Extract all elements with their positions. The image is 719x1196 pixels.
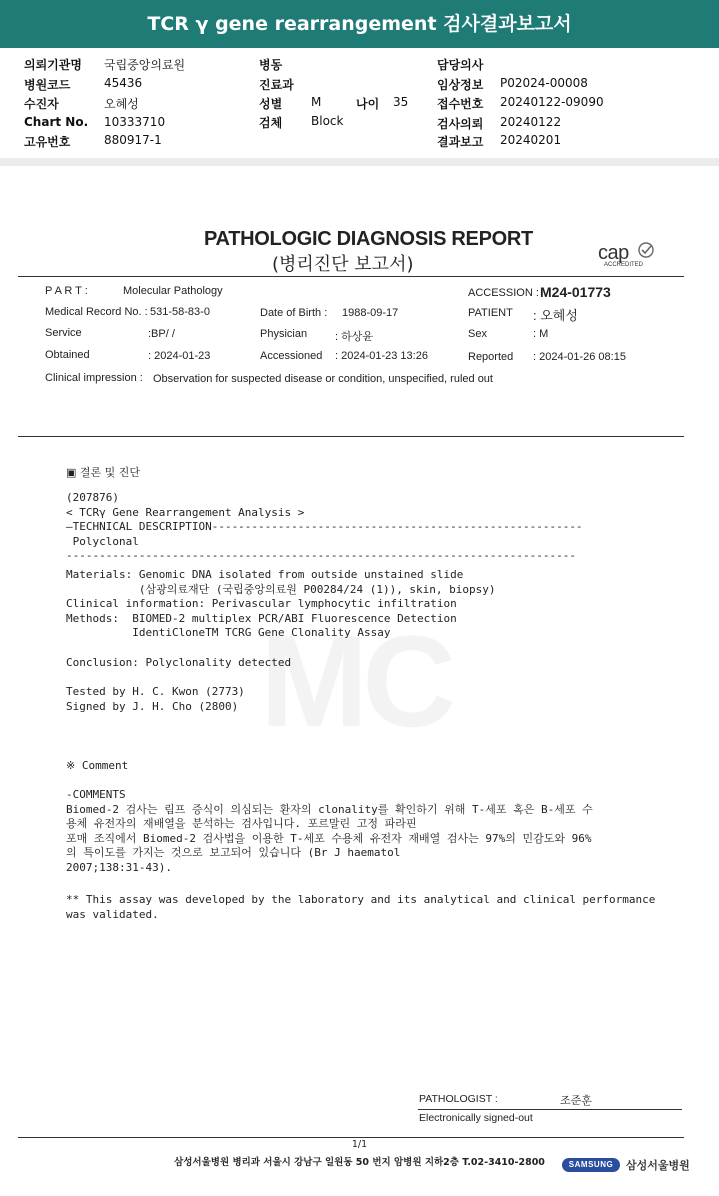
physician-label: Physician (260, 328, 308, 340)
request-date-value: 20240122 (500, 115, 562, 129)
reported-label: Reported (468, 351, 514, 363)
materials-methods-block: Materials: Genomic DNA isolated from outside unstained slide (삼광의료재단 (국립중앙의료원 P00284/24 (1)), skin, biopsy) Clinical information: Perivascular lymphocytic infiltration Methods: BIOMED-2 multiplex PCR/ABI Fluorescence Detection IdentiCloneTM TCRG Gene Clonality Assay (66, 568, 496, 640)
sex-label-report: Sex (468, 328, 487, 340)
report-heading: PATHOLOGIC DIAGNOSIS REPORT (204, 228, 533, 250)
hospital-code-value: 45436 (104, 76, 143, 90)
footer-divider (18, 1137, 684, 1138)
age-label: 나이 (356, 97, 380, 111)
institution-value: 국립중앙의료원 (104, 58, 186, 72)
sex-label: 성별 (259, 97, 283, 111)
footer-address: 삼성서울병원 병리과 서울시 강남구 일원동 50 번지 암병원 지하2층 T.02-3410-2800 (174, 1157, 545, 1168)
obtained-label: Obtained (45, 349, 90, 361)
accessioned-value: : 2024-01-23 13:26 (335, 350, 428, 362)
header-divider (0, 158, 719, 166)
report-title-bar: TCR γ gene rearrangement 검사결과보고서 (0, 0, 719, 48)
accessioned-label: Accessioned (260, 350, 323, 362)
institution-label: 의뢰기관명 (24, 58, 82, 72)
accession-value: M24-01773 (540, 284, 611, 300)
result-date-label: 결과보고 (437, 135, 484, 149)
comments-text: -COMMENTS Biomed-2 검사는 림프 증식이 의심되는 환자의 clonality를 확인하기 위해 T-세포 혹은 B-세포 수 용체 유전자의 재배열을 분석하는 검사입니다. 포르말린 고정 파라핀 포매 조직에서 Biomed-2 검사법을 이용한 T-세포 수용체 유전자 재배열 검사는 97%의 민감도와 96% 의 특이도를 가지는 것으로 보고되어 있습니다 (Br J haematol 2007;138:31-43). (66, 788, 593, 874)
pathology-report (0, 166, 719, 1196)
cap-accredited-logo (598, 242, 662, 270)
clinical-impression-value: Observation for suspected disease or condition, unspecified, ruled out (153, 373, 493, 385)
chart-no-label: Chart No. (24, 115, 89, 129)
sex-value-report: : M (533, 328, 549, 340)
age-value: 35 (393, 95, 409, 109)
cap-emblem-icon (634, 240, 658, 260)
hospital-code-label: 병원코드 (24, 78, 71, 92)
part-label: P A R T : (45, 285, 88, 297)
physician-value: : 하상윤 (335, 331, 373, 343)
clinical-info-label: 임상정보 (437, 78, 484, 92)
result-date-value: 20240201 (500, 133, 562, 147)
report-subheading: (병리진단 보고서) (272, 254, 414, 275)
clinical-impression-label: Clinical impression : (45, 372, 143, 384)
dob-value: 1988-09-17 (342, 307, 399, 319)
conclusion-text: Conclusion: Polyclonality detected (66, 656, 292, 669)
pathologist-name: 조준훈 (560, 1095, 592, 1107)
receipt-no-label: 접수번호 (437, 97, 484, 111)
samsung-brand: SAMSUNG (562, 1158, 620, 1172)
chart-no-value: 10333710 (104, 115, 166, 129)
cap-logo-text: cap (598, 242, 629, 264)
ward-label: 병동 (259, 58, 283, 72)
page-number: 1/1 (351, 1139, 368, 1150)
accession-label: ACCESSION : (468, 287, 539, 299)
attending-physician-label: 담당의사 (437, 58, 484, 72)
medical-record-label: Medical Record No. : (45, 306, 148, 318)
comment-heading: ※ Comment (66, 759, 129, 772)
department-label: 진료과 (259, 78, 294, 92)
medical-record-value: 531-58-83-0 (150, 306, 210, 318)
service-value: :BP/ / (148, 328, 175, 340)
specimen-value: Block (311, 114, 344, 128)
middle-divider (18, 436, 684, 437)
unique-no-label: 고유번호 (24, 135, 71, 149)
specimen-label: 검체 (259, 116, 283, 130)
cap-accredited-text: ACCREDITED (604, 262, 644, 268)
pathologist-label: PATHOLOGIST : (419, 1093, 498, 1105)
sex-value: M (311, 95, 322, 109)
dob-label: Date of Birth : (260, 307, 328, 319)
request-date-label: 검사의뢰 (437, 117, 484, 131)
diagnosis-heading: ▣ 결론 및 진단 (66, 466, 141, 479)
patient-value: : 오혜성 (533, 308, 578, 323)
signatures-text: Tested by H. C. Kwon (2773) Signed by J. H. Cho (2800) (66, 685, 245, 713)
receipt-no-value: 20240122-09090 (500, 95, 604, 109)
examinee-label: 수진자 (24, 97, 59, 111)
service-label: Service (45, 327, 82, 339)
technical-description-block: (207876) < TCRγ Gene Rearrangement Analysis > —TECHNICAL DESCRIPTION-------------------------------------------------------- Polyclonal ----------------------------------------------------------------------------- (66, 491, 583, 563)
validation-note: ** This assay was developed by the laboratory and its analytical and clinical performance was validated. (66, 893, 656, 921)
samsung-hospital-logo (562, 1156, 712, 1174)
obtained-value: : 2024-01-23 (148, 350, 211, 362)
signature-line (418, 1109, 682, 1110)
samsung-hospital-name: 삼성서울병원 (626, 1159, 690, 1172)
top-divider (18, 276, 684, 277)
examinee-value: 오혜성 (104, 97, 139, 111)
clinical-info-value: P02024-00008 (500, 76, 588, 90)
patient-label: PATIENT (468, 307, 513, 319)
signed-out-text: Electronically signed-out (419, 1112, 533, 1124)
part-value: Molecular Pathology (123, 285, 223, 297)
unique-no-value: 880917-1 (104, 133, 162, 147)
reported-value: : 2024-01-26 08:15 (533, 351, 626, 363)
requester-header (0, 50, 719, 160)
